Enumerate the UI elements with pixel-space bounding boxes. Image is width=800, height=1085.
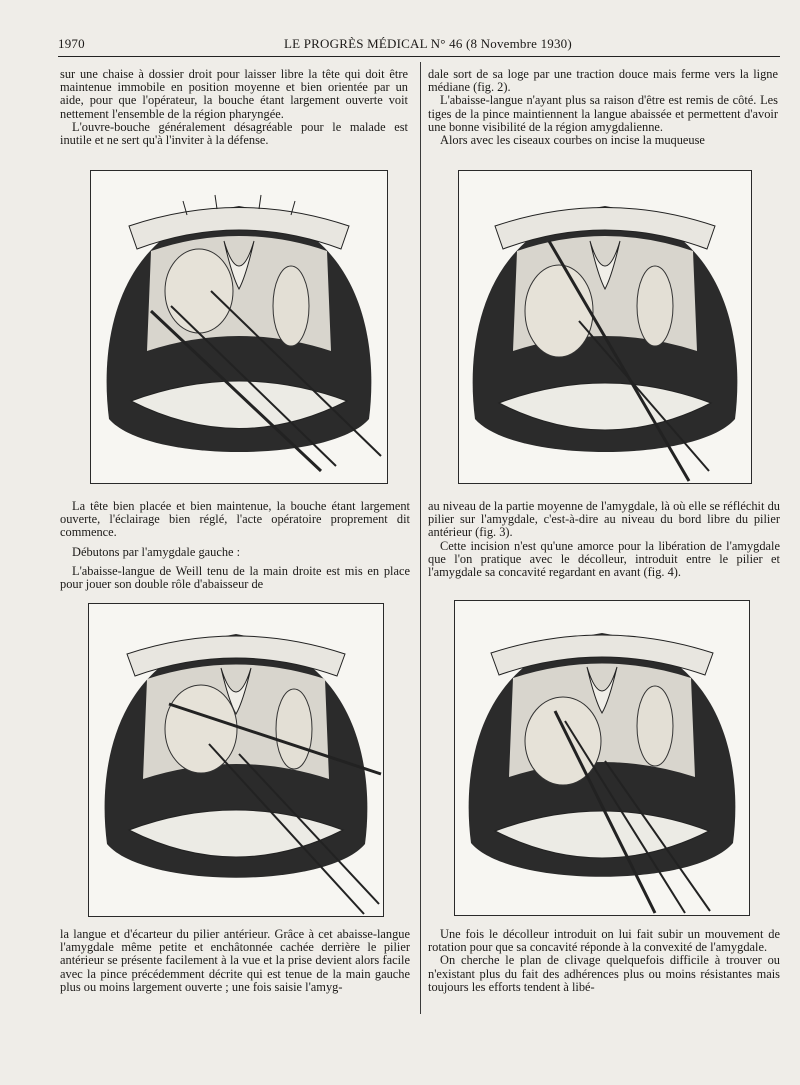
paragraph: la langue et d'écarteur du pilier antérieur. Grâce à cet abaisse-langue l'amygdale même petite et enchâtonnée cachée derrière le pilier antérieur se présente facilement à la vue et la prise devient alors facile avec la pince précédemment décrite qui est tenue de la main gauche plus ou moins largement ouverte ; une fois saisie l'amyg-	[60, 927, 410, 994]
paragraph: La tête bien placée et bien maintenue, la bouche étant largement ouverte, l'éclairage bien réglé, l'acte opératoire proprement dit commence.	[60, 499, 410, 540]
paragraph: Cette incision n'est qu'une amorce pour la libération de l'amygdale que l'on pratique avec le décolleur, introduit entre le pilier et l'amygdale sa concavité regardant en avant (fig. 4).	[428, 538, 780, 580]
paragraph: sur une chaise à dossier droit pour laisser libre la tête qui doit être maintenue immobile en position moyenne et bien orientée par un aide, pour que l'opérateur, la bouche étant largement ouverte voit nettement l'ensemble de la région pharyngée.	[60, 67, 408, 121]
paragraph: L'abaisse-langue de Weill tenu de la main droite est mis en place pour jouer son double rôle d'abaisseur de	[60, 563, 410, 592]
column-rule	[420, 62, 421, 1014]
left-middle-text	[60, 500, 410, 591]
paragraph: L'ouvre-bouche généralement désagréable pour le malade est inutile et ne sert qu'à l'inviter à la défense.	[60, 119, 408, 148]
figure-2-illustration	[458, 170, 752, 484]
figure-1-illustration	[90, 170, 388, 484]
paragraph: L'abaisse-langue n'ayant plus sa raison d'être est remis de côté. Les tiges de la pince maintiennent la langue abaissée et permettent d'avoir une bonne visibilité de la région amygdalienne.	[428, 93, 778, 134]
right-intro-text	[428, 68, 778, 147]
journal-title: LE PROGRÈS MÉDICAL N° 46 (8 Novembre 1930)	[284, 36, 572, 51]
paragraph: Débutons par l'amygdale gauche :	[72, 544, 241, 559]
paragraph: dale sort de sa loge par une traction douce mais ferme vers la ligne médiane (fig. 2).	[428, 67, 778, 95]
page-number: 1970	[58, 36, 85, 51]
right-bottom-text	[428, 928, 780, 994]
paragraph: au niveau de la partie moyenne de l'amygdale, là où elle se réfléchit du pilier sur l'amygdale, c'est-à-dire au niveau du bord libre du pilier antérieur (fig. 3).	[428, 499, 780, 540]
paragraph: Alors avec les ciseaux courbes on incise la muqueuse	[440, 133, 705, 148]
figure-4-illustration	[454, 600, 750, 916]
running-header	[58, 36, 778, 56]
figure-3-illustration	[88, 603, 384, 917]
right-middle-text	[428, 500, 780, 579]
left-intro-text	[60, 68, 408, 147]
paragraph: Une fois le décolleur introduit on lui fait subir un mouvement de rotation pour que sa concavité réponde à la convexité de l'amygdale.	[428, 927, 780, 955]
left-bottom-text	[60, 928, 410, 994]
header-rule	[58, 56, 780, 57]
paragraph: On cherche le plan de clivage quelquefois difficile à trouver ou n'existant plus du fait des adhérences plus ou moins résistantes mais toujours les efforts tendent à libé-	[428, 953, 780, 994]
